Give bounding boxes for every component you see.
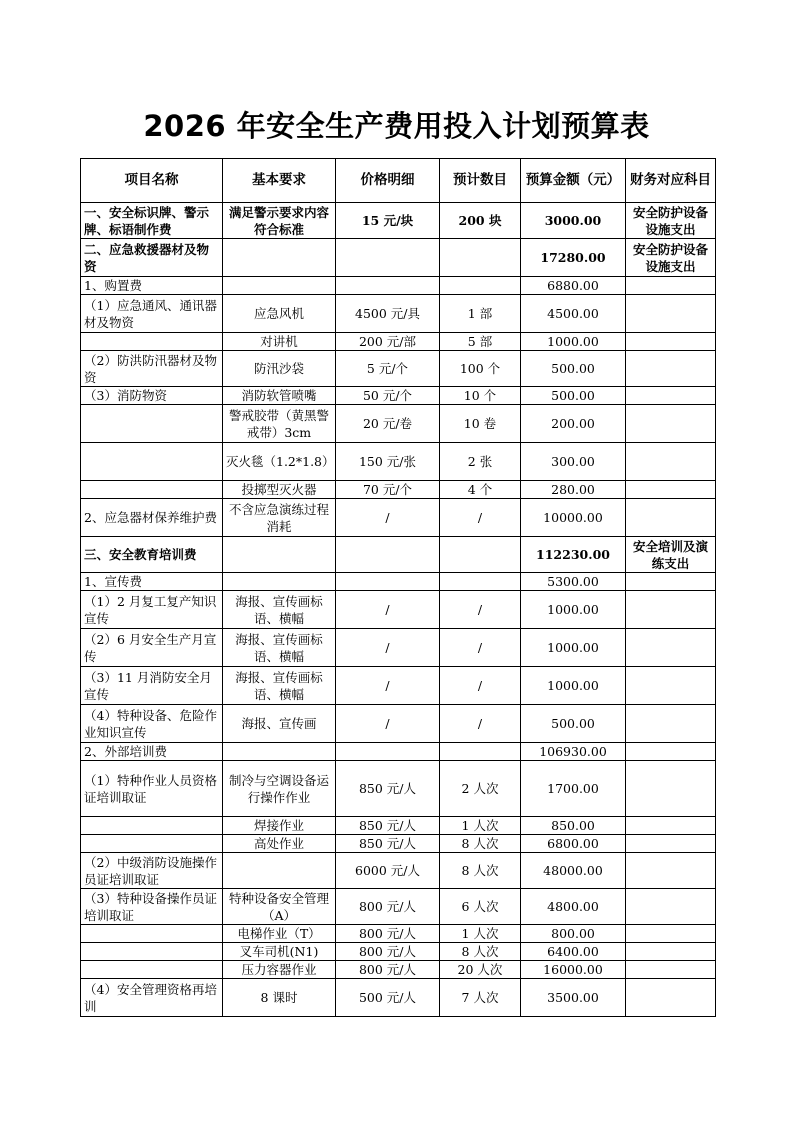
table-row [81, 629, 716, 667]
cell-amount: 1700.00 [521, 761, 626, 817]
table-row [81, 203, 716, 239]
table-row [81, 817, 716, 835]
cell-price: 800 元/人 [336, 925, 440, 943]
cell-requirement: 海报、宣传画标语、横幅 [223, 667, 336, 705]
cell-requirement: 制冷与空调设备运行操作作业 [223, 761, 336, 817]
table-row [81, 925, 716, 943]
cell-requirement [223, 239, 336, 277]
cell-account [626, 761, 716, 817]
cell-amount: 3000.00 [521, 203, 626, 239]
cell-requirement: 消防软管喷嘴 [223, 387, 336, 405]
cell-quantity: / [440, 499, 521, 537]
cell-account [626, 499, 716, 537]
header-basic-requirement: 基本要求 [223, 159, 336, 203]
header-budget-amount: 预算金额（元） [521, 159, 626, 203]
cell-amount: 5300.00 [521, 573, 626, 591]
cell-project-name: （2）中级消防设施操作员证培训取证 [81, 853, 223, 889]
cell-project-name [81, 961, 223, 979]
cell-quantity: 1 部 [440, 295, 521, 333]
cell-requirement: 投掷型灭火器 [223, 481, 336, 499]
cell-amount: 1000.00 [521, 333, 626, 351]
cell-account [626, 961, 716, 979]
cell-quantity: 10 个 [440, 387, 521, 405]
table-row [81, 351, 716, 387]
cell-amount: 17280.00 [521, 239, 626, 277]
cell-account [626, 979, 716, 1017]
cell-quantity: 6 人次 [440, 889, 521, 925]
cell-account [626, 705, 716, 743]
cell-account [626, 853, 716, 889]
table-row [81, 943, 716, 961]
cell-quantity: 2 人次 [440, 761, 521, 817]
cell-price: 50 元/个 [336, 387, 440, 405]
cell-price: 800 元/人 [336, 943, 440, 961]
table-row [81, 499, 716, 537]
table-body [81, 203, 716, 1017]
cell-quantity [440, 277, 521, 295]
cell-quantity [440, 743, 521, 761]
cell-price [336, 277, 440, 295]
table-row [81, 853, 716, 889]
cell-amount: 6800.00 [521, 835, 626, 853]
table-row [81, 705, 716, 743]
cell-price: 5 元/个 [336, 351, 440, 387]
cell-requirement: 电梯作业（T） [223, 925, 336, 943]
cell-quantity: 7 人次 [440, 979, 521, 1017]
cell-quantity: 8 人次 [440, 943, 521, 961]
cell-quantity [440, 239, 521, 277]
cell-price: 20 元/卷 [336, 405, 440, 443]
cell-project-name [81, 943, 223, 961]
cell-project-name [81, 443, 223, 481]
cell-amount: 850.00 [521, 817, 626, 835]
table-row [81, 667, 716, 705]
cell-requirement: 满足警示要求内容符合标准 [223, 203, 336, 239]
cell-project-name: 2、外部培训费 [81, 743, 223, 761]
cell-requirement [223, 743, 336, 761]
cell-account [626, 817, 716, 835]
cell-amount: 6880.00 [521, 277, 626, 295]
table-row [81, 573, 716, 591]
cell-requirement: 海报、宣传画标语、横幅 [223, 629, 336, 667]
cell-price: / [336, 705, 440, 743]
cell-project-name: 二、应急救援器材及物资 [81, 239, 223, 277]
cell-amount: 3500.00 [521, 979, 626, 1017]
cell-project-name: 三、安全教育培训费 [81, 537, 223, 573]
cell-price: 850 元/人 [336, 761, 440, 817]
cell-account [626, 443, 716, 481]
cell-price: 800 元/人 [336, 889, 440, 925]
cell-price: / [336, 667, 440, 705]
cell-project-name [81, 405, 223, 443]
cell-account [626, 889, 716, 925]
document-title: 2026 年安全生产费用投入计划预算表 [143, 109, 650, 143]
cell-requirement: 压力容器作业 [223, 961, 336, 979]
table-row [81, 979, 716, 1017]
cell-account [626, 629, 716, 667]
cell-project-name: （2）6 月安全生产月宣传 [81, 629, 223, 667]
cell-price: / [336, 591, 440, 629]
cell-amount: 200.00 [521, 405, 626, 443]
cell-account [626, 481, 716, 499]
cell-account [626, 573, 716, 591]
cell-requirement: 海报、宣传画标语、横幅 [223, 591, 336, 629]
cell-amount: 1000.00 [521, 629, 626, 667]
cell-quantity: / [440, 591, 521, 629]
cell-account [626, 743, 716, 761]
table-row [81, 387, 716, 405]
table-row [81, 743, 716, 761]
cell-requirement: 叉车司机(N1) [223, 943, 336, 961]
cell-quantity: 20 人次 [440, 961, 521, 979]
cell-project-name: （2）防洪防汛器材及物资 [81, 351, 223, 387]
cell-amount: 800.00 [521, 925, 626, 943]
cell-requirement: 灭火毯（1.2*1.8） [223, 443, 336, 481]
cell-amount: 10000.00 [521, 499, 626, 537]
cell-amount: 500.00 [521, 351, 626, 387]
cell-price [336, 239, 440, 277]
cell-quantity: 4 个 [440, 481, 521, 499]
cell-amount: 6400.00 [521, 943, 626, 961]
cell-account [626, 835, 716, 853]
cell-price: 850 元/人 [336, 817, 440, 835]
cell-quantity: / [440, 667, 521, 705]
cell-requirement [223, 853, 336, 889]
cell-quantity: 2 张 [440, 443, 521, 481]
cell-project-name: （4）安全管理资格再培训 [81, 979, 223, 1017]
cell-project-name: （1）应急通风、通讯器材及物资 [81, 295, 223, 333]
cell-amount: 48000.00 [521, 853, 626, 889]
table-row [81, 443, 716, 481]
cell-quantity [440, 573, 521, 591]
cell-project-name [81, 835, 223, 853]
cell-price: 6000 元/人 [336, 853, 440, 889]
cell-account [626, 277, 716, 295]
cell-requirement: 焊接作业 [223, 817, 336, 835]
cell-account [626, 351, 716, 387]
cell-project-name: 一、安全标识牌、警示牌、标语制作费 [81, 203, 223, 239]
cell-price [336, 537, 440, 573]
header-quantity: 预计数目 [440, 159, 521, 203]
cell-requirement: 海报、宣传画 [223, 705, 336, 743]
cell-project-name [81, 817, 223, 835]
cell-requirement: 8 课时 [223, 979, 336, 1017]
cell-quantity: 100 个 [440, 351, 521, 387]
header-price-detail: 价格明细 [336, 159, 440, 203]
cell-account: 安全培训及演练支出 [626, 537, 716, 573]
cell-account [626, 943, 716, 961]
cell-quantity: / [440, 705, 521, 743]
cell-amount: 112230.00 [521, 537, 626, 573]
table-row [81, 889, 716, 925]
cell-amount: 500.00 [521, 705, 626, 743]
cell-quantity: 1 人次 [440, 925, 521, 943]
header-finance-account: 财务对应科目 [626, 159, 716, 203]
cell-price [336, 743, 440, 761]
cell-quantity: 8 人次 [440, 835, 521, 853]
cell-project-name: （1）2 月复工复产知识宣传 [81, 591, 223, 629]
cell-price: 200 元/部 [336, 333, 440, 351]
table-row [81, 405, 716, 443]
cell-account [626, 295, 716, 333]
cell-price: 150 元/张 [336, 443, 440, 481]
header-project-name: 项目名称 [81, 159, 223, 203]
cell-price: 70 元/个 [336, 481, 440, 499]
cell-account [626, 925, 716, 943]
cell-project-name [81, 333, 223, 351]
cell-amount: 500.00 [521, 387, 626, 405]
cell-amount: 300.00 [521, 443, 626, 481]
cell-requirement [223, 537, 336, 573]
cell-amount: 4800.00 [521, 889, 626, 925]
cell-project-name [81, 481, 223, 499]
table-row [81, 481, 716, 499]
cell-project-name: （3）特种设备操作员证培训取证 [81, 889, 223, 925]
cell-requirement: 对讲机 [223, 333, 336, 351]
cell-price: 850 元/人 [336, 835, 440, 853]
cell-price [336, 573, 440, 591]
table-row [81, 277, 716, 295]
cell-requirement: 不含应急演练过程消耗 [223, 499, 336, 537]
cell-quantity [440, 537, 521, 573]
table-row [81, 591, 716, 629]
cell-amount: 1000.00 [521, 591, 626, 629]
cell-quantity: 8 人次 [440, 853, 521, 889]
cell-project-name: （1）特种作业人员资格证培训取证 [81, 761, 223, 817]
cell-amount: 4500.00 [521, 295, 626, 333]
cell-price: / [336, 499, 440, 537]
cell-account [626, 667, 716, 705]
cell-price: 500 元/人 [336, 979, 440, 1017]
cell-requirement: 防汛沙袋 [223, 351, 336, 387]
cell-requirement: 高处作业 [223, 835, 336, 853]
cell-amount: 106930.00 [521, 743, 626, 761]
cell-quantity: 10 卷 [440, 405, 521, 443]
cell-account: 安全防护设备设施支出 [626, 203, 716, 239]
cell-quantity: 1 人次 [440, 817, 521, 835]
table-row [81, 835, 716, 853]
cell-amount: 16000.00 [521, 961, 626, 979]
table-row [81, 239, 716, 277]
table-row [81, 961, 716, 979]
cell-account: 安全防护设备设施支出 [626, 239, 716, 277]
cell-account [626, 333, 716, 351]
cell-project-name: 1、宣传费 [81, 573, 223, 591]
cell-price: / [336, 629, 440, 667]
cell-project-name: 1、购置费 [81, 277, 223, 295]
cell-requirement: 特种设备安全管理（A） [223, 889, 336, 925]
cell-project-name: （3）消防物资 [81, 387, 223, 405]
cell-account [626, 591, 716, 629]
cell-project-name: （3）11 月消防安全月宣传 [81, 667, 223, 705]
cell-requirement [223, 573, 336, 591]
cell-quantity: 200 块 [440, 203, 521, 239]
budget-table [80, 158, 716, 1017]
cell-project-name: 2、应急器材保养维护费 [81, 499, 223, 537]
cell-requirement [223, 277, 336, 295]
cell-account [626, 405, 716, 443]
cell-price: 15 元/块 [336, 203, 440, 239]
cell-requirement: 应急风机 [223, 295, 336, 333]
cell-amount: 1000.00 [521, 667, 626, 705]
table-header-row [81, 159, 716, 203]
cell-price: 800 元/人 [336, 961, 440, 979]
cell-account [626, 387, 716, 405]
cell-project-name [81, 925, 223, 943]
cell-project-name: （4）特种设备、危险作业知识宣传 [81, 705, 223, 743]
table-row [81, 295, 716, 333]
table-row [81, 333, 716, 351]
cell-price: 4500 元/具 [336, 295, 440, 333]
cell-amount: 280.00 [521, 481, 626, 499]
table-row [81, 537, 716, 573]
cell-quantity: / [440, 629, 521, 667]
table-row [81, 761, 716, 817]
cell-requirement: 警戒胶带（黄黑警戒带）3cm [223, 405, 336, 443]
cell-quantity: 5 部 [440, 333, 521, 351]
